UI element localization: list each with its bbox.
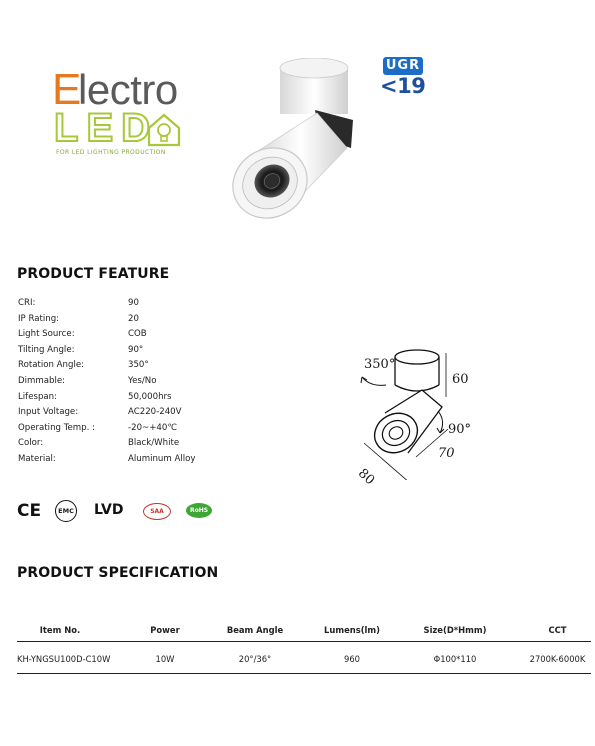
emc-mark-icon — [55, 500, 77, 522]
feature-row — [18, 360, 248, 375]
feature-label: Tilting Angle: — [18, 344, 75, 355]
feature-value: 350° — [128, 360, 149, 371]
cell-power: 10W — [155, 654, 175, 664]
emc-mark-text: EMC — [58, 507, 74, 515]
feature-label: IP Rating: — [18, 313, 60, 324]
table-header-rule — [17, 641, 591, 642]
feature-value: Black/White — [128, 438, 180, 449]
house-bulb-icon — [145, 110, 183, 148]
table-bottom-rule — [17, 673, 591, 674]
section-title-feature: PRODUCT FEATURE — [17, 266, 170, 282]
logo-led-e: E — [86, 106, 116, 150]
diameter-label: 80 — [354, 466, 378, 489]
saa-mark-icon — [143, 503, 171, 520]
cell-cct: 2700K-6000K — [529, 654, 586, 664]
ugr-badge: UGR — [383, 57, 423, 75]
rohs-mark-text: RoHS — [189, 507, 209, 514]
feature-value: 90° — [128, 344, 144, 355]
ce-mark-icon: CE — [17, 501, 42, 521]
logo-letter-e: E — [52, 65, 82, 114]
feature-row — [18, 376, 248, 391]
col-header-size: Size(D*Hmm) — [423, 625, 487, 635]
col-header-lumens: Lumens(lm) — [324, 625, 380, 635]
tilt-angle-label: 90° — [448, 422, 472, 437]
feature-value: 90 — [128, 298, 139, 308]
feature-value: 50,000hrs — [128, 391, 172, 402]
feature-label: Rotation Angle: — [18, 360, 85, 371]
feature-value: Yes/No — [128, 376, 157, 386]
feature-label: Material: — [18, 454, 56, 464]
logo-led-letters — [54, 108, 152, 148]
height-label: 60 — [452, 372, 469, 387]
cell-lumens: 960 — [344, 654, 360, 664]
feature-label: CRI: — [18, 298, 36, 308]
feature-row — [18, 314, 248, 329]
feature-value: -20~+40℃ — [128, 422, 178, 433]
depth-label: 70 — [438, 446, 455, 461]
feature-row — [18, 423, 248, 438]
feature-row — [18, 392, 248, 407]
feature-label: Operating Temp. : — [18, 422, 95, 433]
feature-label: Light Source: — [18, 329, 75, 340]
lvd-mark: LVD — [94, 502, 124, 518]
rotation-angle-label: 350° — [364, 357, 396, 372]
col-header-item: Item No. — [39, 625, 81, 635]
logo-led-d: D — [121, 106, 153, 150]
feature-row — [18, 298, 248, 313]
cell-item-no: KH-YNGSU100D-C10W — [17, 654, 111, 664]
feature-value: 20 — [128, 313, 139, 324]
feature-row — [18, 454, 248, 469]
feature-value: AC220-240V — [128, 407, 182, 418]
feature-value: COB — [128, 329, 147, 340]
rohs-mark-icon — [186, 503, 212, 518]
feature-row — [18, 407, 248, 422]
feature-label: Dimmable: — [18, 376, 66, 386]
ugr-value: <19 — [380, 74, 426, 98]
product-photo — [225, 58, 360, 223]
feature-label: Input Voltage: — [18, 407, 79, 418]
feature-label: Color: — [18, 438, 44, 449]
cell-size: Φ100*110 — [433, 654, 477, 664]
logo-tagline: FOR LED LIGHTING PRODUCTION — [56, 149, 166, 156]
col-header-power: Power — [150, 625, 180, 635]
feature-label: Lifespan: — [18, 391, 58, 402]
feature-row — [18, 345, 248, 360]
col-header-beam: Beam Angle — [226, 625, 284, 635]
section-title-specification: PRODUCT SPECIFICATION — [17, 565, 219, 581]
cell-beam-angle: 20°/36° — [238, 654, 272, 664]
feature-row — [18, 438, 248, 453]
logo-led-l: L — [54, 106, 81, 150]
feature-row — [18, 329, 248, 344]
logo-word-rest: lectro — [78, 66, 178, 113]
col-header-cct: CCT — [548, 625, 567, 635]
feature-value: Aluminum Alloy — [128, 454, 196, 464]
saa-mark-text: SAA — [150, 508, 164, 515]
